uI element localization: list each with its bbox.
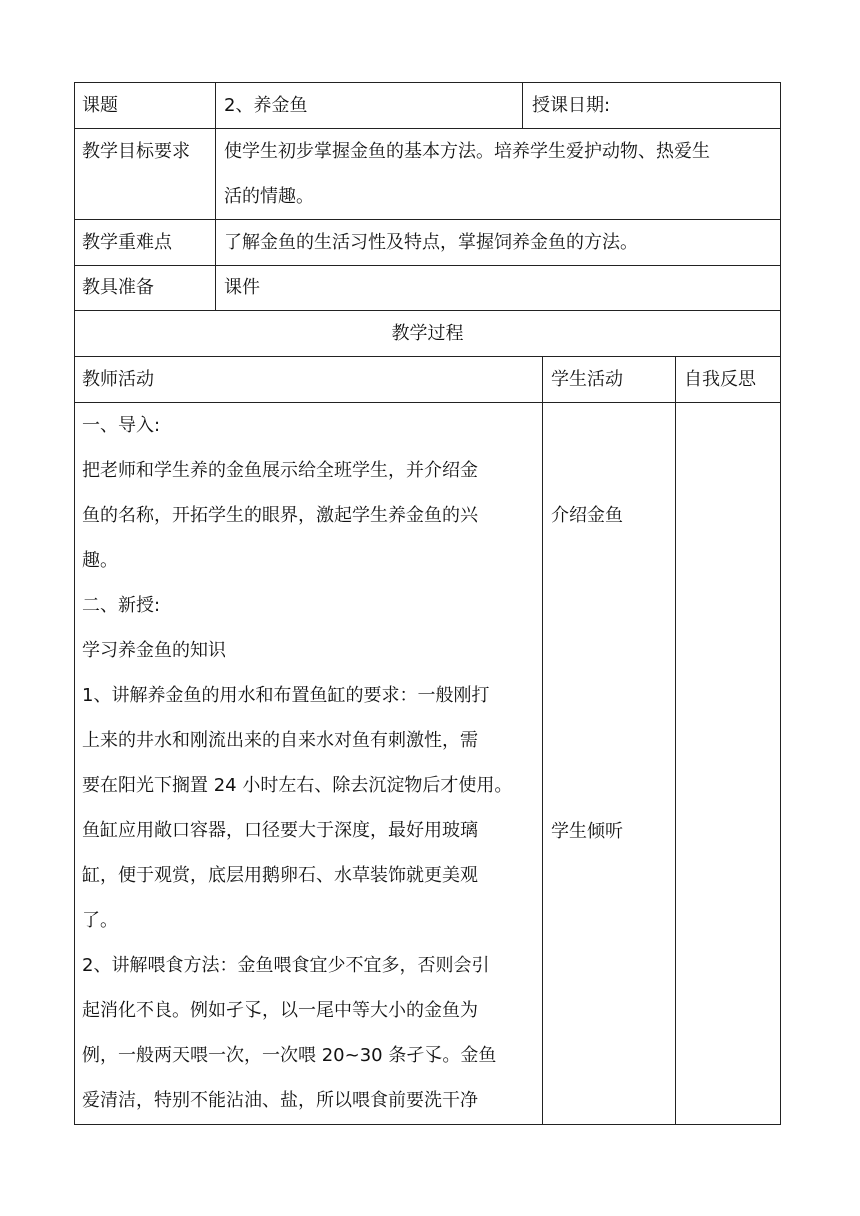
tools-label: 教具准备 <box>82 277 154 298</box>
teacher-line: 要在阳光下搁置 24 小时左右、除去沉淀物后才使用。 <box>82 775 513 796</box>
teacher-line: 一、导入: <box>82 415 161 436</box>
teacher-line: 鱼的名称，开拓学生的眼界，激起学生养金鱼的兴 <box>82 505 478 526</box>
table-border-row4 <box>74 310 781 311</box>
date-column-divider <box>522 82 523 129</box>
teacher-line: 例，一般两天喂一次，一次喂 20~30 条孑孓。金鱼 <box>82 1045 497 1066</box>
teacher-line: 学习养金鱼的知识 <box>82 640 226 661</box>
teacher-line: 起消化不良。例如孑孓，以一尾中等大小的金鱼为 <box>82 1000 478 1021</box>
topic-value: 2、养金鱼 <box>224 95 308 116</box>
process-title: 教学过程 <box>391 323 464 344</box>
difficulty-label: 教学重难点 <box>82 232 172 253</box>
reflect-column-divider <box>675 356 676 1125</box>
table-border-left <box>74 82 75 1125</box>
date-label: 授课日期: <box>532 95 611 116</box>
tools-value: 课件 <box>224 277 260 298</box>
goal-line-1: 使学生初步掌握金鱼的基本方法。培养学生爱护动物、热爱生 <box>224 141 710 162</box>
teacher-line: 1、讲解养金鱼的用水和布置鱼缸的要求：一般刚打 <box>82 685 490 706</box>
student-activity-listen: 学生倾听 <box>551 821 623 842</box>
goal-label: 教学目标要求 <box>82 141 190 162</box>
difficulty-value: 了解金鱼的生活习性及特点，掌握饲养金鱼的方法。 <box>224 232 638 253</box>
teacher-line: 二、新授: <box>82 595 161 616</box>
goal-line-2: 活的情趣。 <box>224 186 314 207</box>
teacher-line: 鱼缸应用敞口容器，口径要大于深度，最好用玻璃 <box>82 820 478 841</box>
col-student-header: 学生活动 <box>551 369 623 390</box>
col-teacher-header: 教师活动 <box>82 369 154 390</box>
table-border-row2 <box>74 219 781 220</box>
teacher-activity-text <box>82 403 544 1123</box>
teacher-line: 了。 <box>82 910 118 931</box>
col-reflect-header: 自我反思 <box>684 369 756 390</box>
teacher-line: 趣。 <box>82 550 118 571</box>
table-border-row1 <box>74 128 781 129</box>
table-border-right <box>780 82 781 1125</box>
label-column-divider <box>215 82 216 311</box>
student-activity-introduce: 介绍金鱼 <box>551 505 623 526</box>
topic-label: 课题 <box>82 95 118 116</box>
teacher-line: 把老师和学生养的金鱼展示给全班学生，并介绍金 <box>82 460 478 481</box>
teacher-line: 缸，便于观赏，底层用鹅卵石、水草装饰就更美观 <box>82 865 478 886</box>
table-border-row3 <box>74 265 781 266</box>
teacher-line: 上来的井水和刚流出来的自来水对鱼有刺激性，需 <box>82 730 478 751</box>
teacher-line: 2、讲解喂食方法：金鱼喂食宜少不宜多，否则会引 <box>82 955 490 976</box>
teacher-line: 爱清洁，特别不能沾油、盐，所以喂食前要洗干净 <box>82 1090 478 1111</box>
table-border-top <box>74 82 781 83</box>
